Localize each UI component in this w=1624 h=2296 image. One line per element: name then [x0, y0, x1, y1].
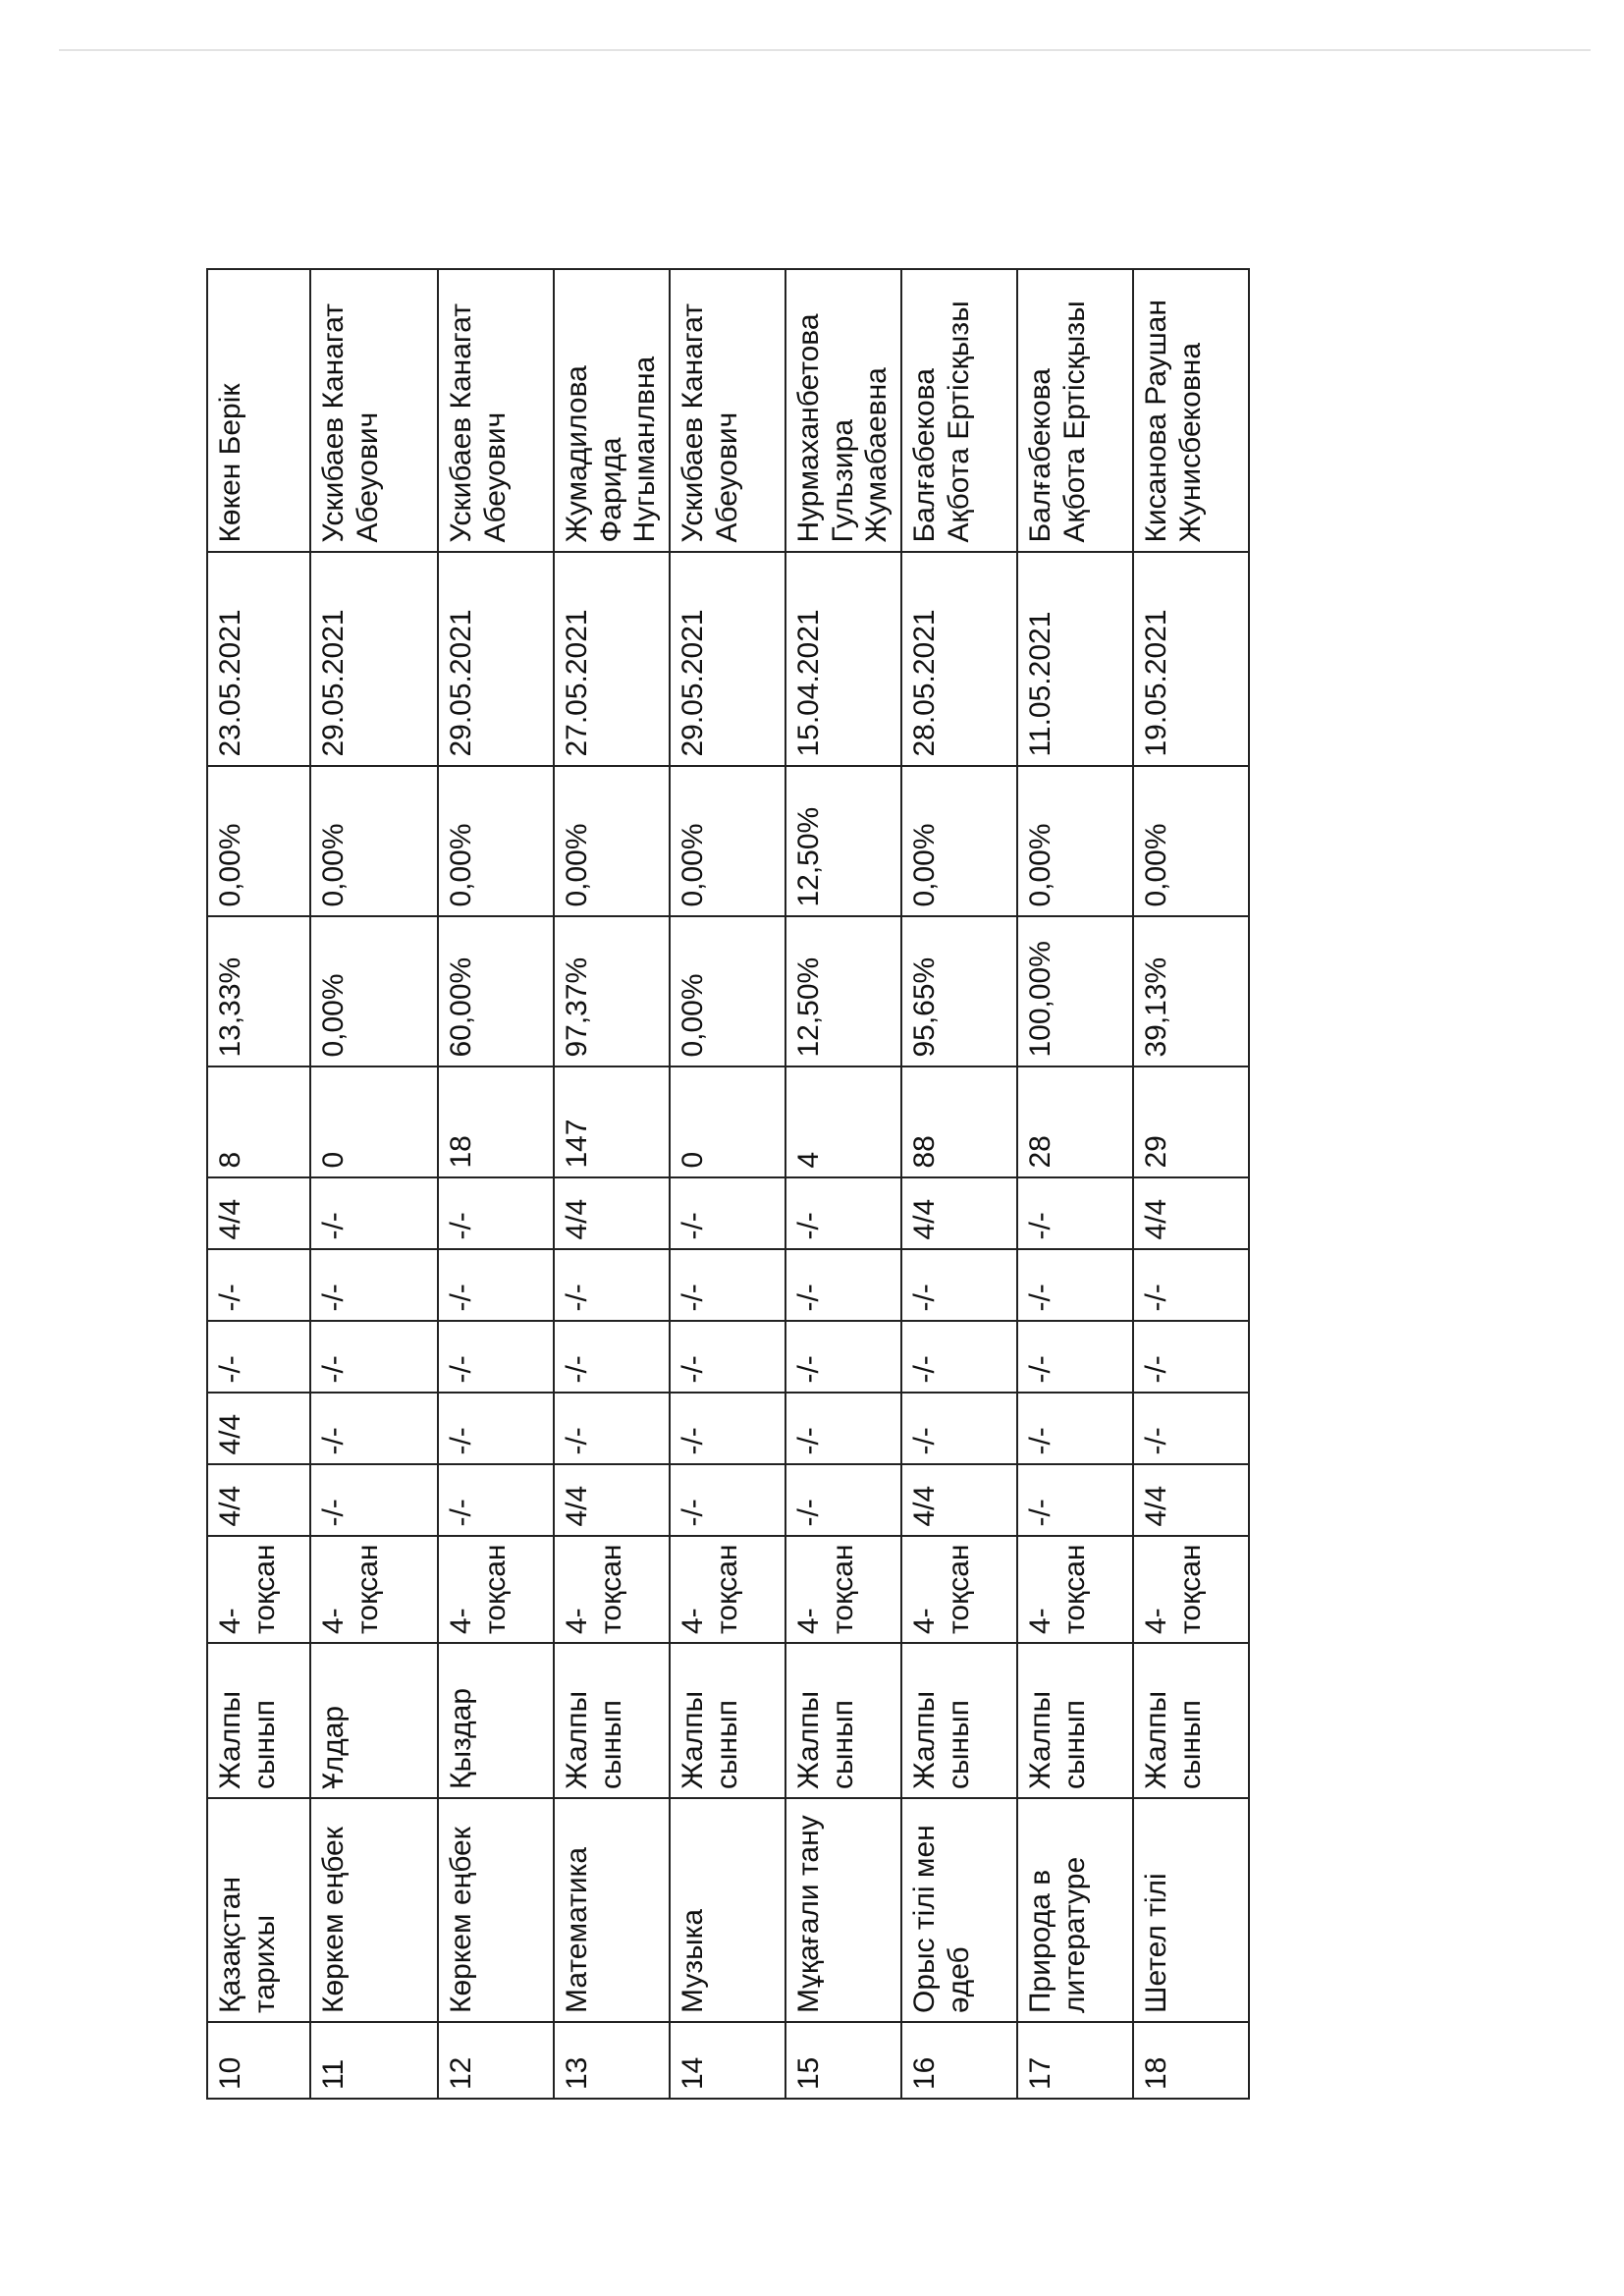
percent-2: 12,50%	[785, 766, 901, 916]
score-col-1: 4/4	[207, 1464, 310, 1536]
score-col-4: -/-	[1133, 1249, 1249, 1321]
count-value: 29	[1133, 1066, 1249, 1177]
table-row	[1133, 269, 1249, 2099]
row-number: 16	[901, 2022, 1017, 2099]
class-group: Жалпы сынып	[785, 1643, 901, 1798]
score-col-1: 4/4	[1133, 1464, 1249, 1536]
score-col-2: -/-	[670, 1393, 785, 1464]
class-group: Ұлдар	[310, 1643, 438, 1798]
score-col-3: -/-	[1017, 1321, 1133, 1393]
class-group: Жалпы сынып	[207, 1643, 310, 1798]
table-row	[901, 269, 1017, 2099]
score-col-5: 4/4	[207, 1177, 310, 1249]
row-number: 17	[1017, 2022, 1133, 2099]
percent-2: 0,00%	[1133, 766, 1249, 916]
score-col-5: -/-	[1017, 1177, 1133, 1249]
date-value: 27.05.2021	[554, 552, 670, 766]
date-value: 29.05.2021	[310, 552, 438, 766]
class-group: Жалпы сынып	[1133, 1643, 1249, 1798]
score-col-1: -/-	[1017, 1464, 1133, 1536]
score-col-1: 4/4	[554, 1464, 670, 1536]
score-col-5: -/-	[310, 1177, 438, 1249]
score-col-4: -/-	[554, 1249, 670, 1321]
percent-2: 0,00%	[310, 766, 438, 916]
period: 4-тоқсан	[1017, 1536, 1133, 1643]
row-number: 11	[310, 2022, 438, 2099]
score-col-1: -/-	[438, 1464, 554, 1536]
score-col-5: 4/4	[901, 1177, 1017, 1249]
percent-2: 0,00%	[1017, 766, 1133, 916]
row-number: 13	[554, 2022, 670, 2099]
percent-1: 0,00%	[670, 916, 785, 1066]
score-col-4: -/-	[310, 1249, 438, 1321]
teacher-name: Көкен Берік	[207, 269, 310, 552]
percent-1: 97,37%	[554, 916, 670, 1066]
teacher-name: Жумадилова Фарида Нугыманлвна	[554, 269, 670, 552]
score-col-2: -/-	[1017, 1393, 1133, 1464]
score-col-2: 4/4	[207, 1393, 310, 1464]
score-col-5: -/-	[785, 1177, 901, 1249]
row-number: 12	[438, 2022, 554, 2099]
score-col-4: -/-	[207, 1249, 310, 1321]
score-col-3: -/-	[1133, 1321, 1249, 1393]
percent-2: 0,00%	[554, 766, 670, 916]
score-col-5: -/-	[670, 1177, 785, 1249]
date-value: 29.05.2021	[670, 552, 785, 766]
score-col-5: 4/4	[554, 1177, 670, 1249]
row-number: 15	[785, 2022, 901, 2099]
rotated-page-content	[206, 204, 1624, 2100]
score-col-3: -/-	[785, 1321, 901, 1393]
percent-1: 0,00%	[310, 916, 438, 1066]
period: 4-тоқсан	[670, 1536, 785, 1643]
date-value: 15.04.2021	[785, 552, 901, 766]
period: 4-тоқсан	[554, 1536, 670, 1643]
score-col-2: -/-	[901, 1393, 1017, 1464]
percent-2: 0,00%	[207, 766, 310, 916]
score-col-5: -/-	[438, 1177, 554, 1249]
page-top-rule	[59, 49, 1591, 51]
score-col-1: -/-	[310, 1464, 438, 1536]
score-col-2: -/-	[1133, 1393, 1249, 1464]
row-number: 18	[1133, 2022, 1249, 2099]
percent-1: 100,00%	[1017, 916, 1133, 1066]
count-value: 88	[901, 1066, 1017, 1177]
percent-1: 39,13%	[1133, 916, 1249, 1066]
score-col-2: -/-	[554, 1393, 670, 1464]
score-col-1: -/-	[785, 1464, 901, 1536]
percent-1: 13,33%	[207, 916, 310, 1066]
period: 4-тоқсан	[207, 1536, 310, 1643]
table-row	[785, 269, 901, 2099]
date-value: 28.05.2021	[901, 552, 1017, 766]
table-row	[207, 269, 310, 2099]
class-group: Жалпы сынып	[670, 1643, 785, 1798]
score-col-2: -/-	[438, 1393, 554, 1464]
teacher-name: Нурмаханбетова Гульзира Жумабаевна	[785, 269, 901, 552]
teacher-name: Ускибаев Канагат Абеуович	[670, 269, 785, 552]
count-value: 4	[785, 1066, 901, 1177]
subject-name: Музыка	[670, 1798, 785, 2022]
subject-name: Математика	[554, 1798, 670, 2022]
score-col-3: -/-	[207, 1321, 310, 1393]
table-row	[670, 269, 785, 2099]
score-col-4: -/-	[785, 1249, 901, 1321]
subject-name: Көркем еңбек	[310, 1798, 438, 2022]
score-col-1: 4/4	[901, 1464, 1017, 1536]
period: 4-тоқсан	[438, 1536, 554, 1643]
score-col-5: 4/4	[1133, 1177, 1249, 1249]
date-value: 11.05.2021	[1017, 552, 1133, 766]
count-value: 147	[554, 1066, 670, 1177]
score-col-3: -/-	[901, 1321, 1017, 1393]
percent-1: 95,65%	[901, 916, 1017, 1066]
subject-name: Шетел тілі	[1133, 1798, 1249, 2022]
count-value: 0	[310, 1066, 438, 1177]
count-value: 0	[670, 1066, 785, 1177]
class-group: Жалпы сынып	[1017, 1643, 1133, 1798]
count-value: 8	[207, 1066, 310, 1177]
subject-name: Орыс тілі мен әдеб	[901, 1798, 1017, 2022]
class-group: Жалпы сынып	[554, 1643, 670, 1798]
percent-2: 0,00%	[438, 766, 554, 916]
date-value: 23.05.2021	[207, 552, 310, 766]
percent-2: 0,00%	[670, 766, 785, 916]
count-value: 28	[1017, 1066, 1133, 1177]
subject-name: Қазақстан тарихы	[207, 1798, 310, 2022]
teacher-name: Ускибаев Канагат Абеуович	[310, 269, 438, 552]
table-row	[438, 269, 554, 2099]
period: 4-тоқсан	[310, 1536, 438, 1643]
score-col-4: -/-	[901, 1249, 1017, 1321]
subject-name: Природа в литературе	[1017, 1798, 1133, 2022]
teacher-name: Балғабекова Ақбота Ертісқызы	[901, 269, 1017, 552]
score-col-3: -/-	[554, 1321, 670, 1393]
subject-name: Көркем еңбек	[438, 1798, 554, 2022]
teacher-name: Ускибаев Канагат Абеуович	[438, 269, 554, 552]
percent-1: 12,50%	[785, 916, 901, 1066]
results-table	[206, 268, 1250, 2100]
subject-name: Мұқағали тану	[785, 1798, 901, 2022]
score-col-3: -/-	[438, 1321, 554, 1393]
score-col-2: -/-	[785, 1393, 901, 1464]
period: 4-тоқсан	[785, 1536, 901, 1643]
percent-2: 0,00%	[901, 766, 1017, 916]
score-col-2: -/-	[310, 1393, 438, 1464]
table-row	[1017, 269, 1133, 2099]
date-value: 19.05.2021	[1133, 552, 1249, 766]
date-value: 29.05.2021	[438, 552, 554, 766]
score-col-1: -/-	[670, 1464, 785, 1536]
score-col-4: -/-	[438, 1249, 554, 1321]
score-col-3: -/-	[310, 1321, 438, 1393]
period: 4-тоқсан	[901, 1536, 1017, 1643]
score-col-4: -/-	[670, 1249, 785, 1321]
teacher-name: Кисанова Раушан Жунисбековна	[1133, 269, 1249, 552]
row-number: 14	[670, 2022, 785, 2099]
table-row	[554, 269, 670, 2099]
table-row	[310, 269, 438, 2099]
period: 4-тоқсан	[1133, 1536, 1249, 1643]
score-col-4: -/-	[1017, 1249, 1133, 1321]
count-value: 18	[438, 1066, 554, 1177]
class-group: Жалпы сынып	[901, 1643, 1017, 1798]
score-col-3: -/-	[670, 1321, 785, 1393]
row-number: 10	[207, 2022, 310, 2099]
teacher-name: Балғабекова Ақбота Ертісқызы	[1017, 269, 1133, 552]
percent-1: 60,00%	[438, 916, 554, 1066]
class-group: Қыздар	[438, 1643, 554, 1798]
